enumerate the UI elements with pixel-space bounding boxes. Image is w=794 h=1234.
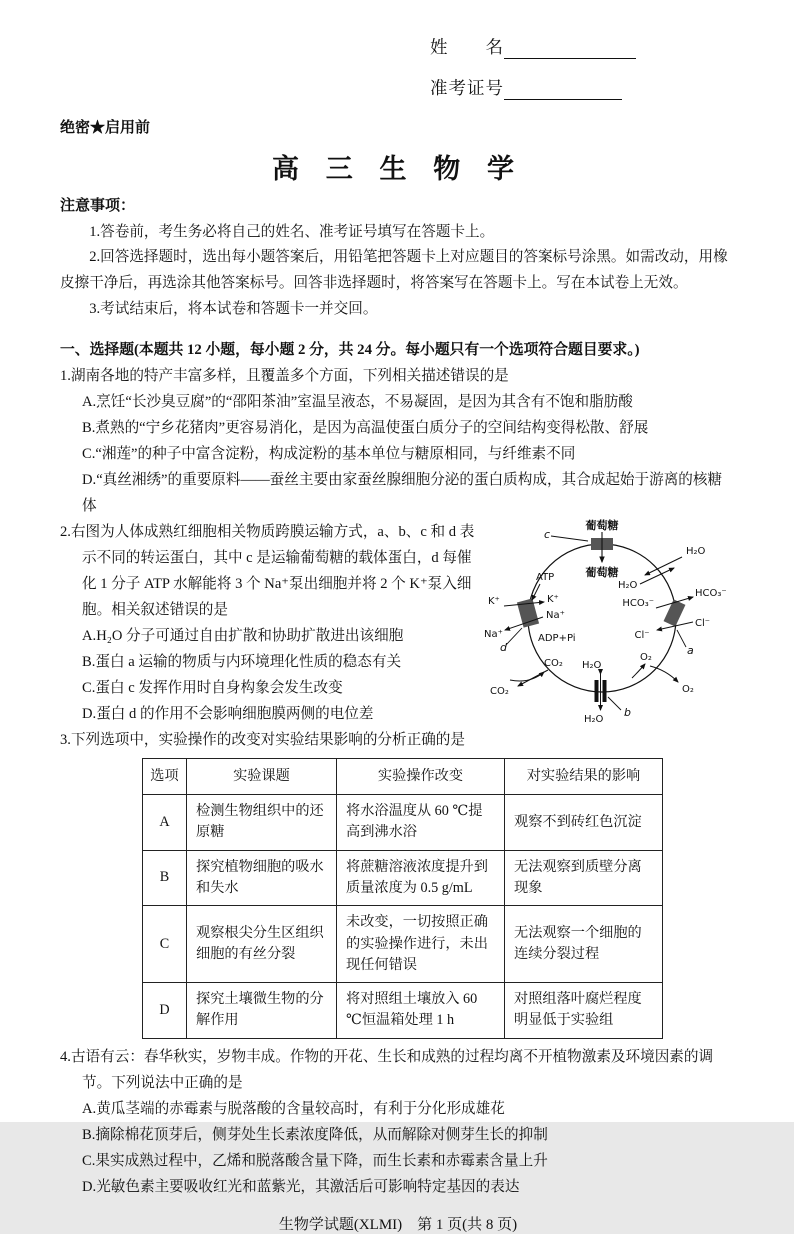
exam-id-row [430,75,730,100]
table-header-topic: 实验课题 [187,758,337,794]
notice-item: 3.考试结束后，将本试卷和答题卡一并交回。 [89,301,378,318]
label-o2-outside: O₂ [682,683,694,695]
exam-id-blank-line [504,80,622,100]
question-1-option-a: A.烹饪“长沙臭豆腐”的“邵阳茶油”室温呈液态，不易凝固，是因为其含有不饱和脂肪酸 [82,393,633,410]
name-row [430,34,730,59]
question-2-option-b: B.蛋白 a 运输的物质与内环境理化性质的稳态有关 [82,653,402,670]
question-4-option-c: C.果实成熟过程中，乙烯和脱落酸含量下降，而生长素和赤霉素含量上升 [82,1152,548,1169]
label-a: a [687,643,694,657]
cell-transport-diagram [482,518,736,726]
table-cell: 未改变，一切按照正确的实验操作进行，未出现任何错误 [337,906,505,983]
table-cell: 探究土壤微生物的分解作用 [187,983,337,1039]
table-cell: 无法观察到质壁分离现象 [505,850,663,906]
o2-in-arrow [632,664,645,678]
label-h2o-outside-top: H₂O [686,545,706,557]
table-cell: 将蔗糖溶液浓度提升到质量浓度为 0.5 g/mL [337,850,505,906]
co2-in-arrow [510,672,544,681]
a-pointer-line [677,630,686,647]
table-row [143,983,663,1039]
question-4-option-d: D.光敏色素主要吸收红光和蓝紫光，其激活后可影响特定基因的表达 [82,1178,520,1195]
question-2-option-c: C.蛋白 c 发挥作用时自身构象会发生改变 [82,679,343,696]
label-hco3-inside: HCO₃⁻ [622,597,654,609]
b-pointer-line [608,697,621,710]
label-k-inside: K⁺ [547,593,559,605]
label-na-inside: Na⁺ [546,609,565,621]
table-cell: 将对照组土壤放入 60 ℃恒温箱处理 1 h [337,983,505,1039]
question-1-option-c: C.“湘莲”的种子中富含淀粉，构成淀粉的基本单位与糖原相同，与纤维素不同 [82,445,576,462]
candidate-info-block [430,34,730,100]
question-4-option-a: A.黄瓜茎端的赤霉素与脱落酸的含量较高时，有利于分化形成雄花 [82,1100,505,1117]
channel-b-bar [595,680,599,702]
label-cl-outside: Cl⁻ [695,617,711,629]
table-row [143,795,663,851]
question-2-option-a: A.H₂O 分子可通过自由扩散和协助扩散进出该细胞 [82,627,404,644]
name-label: 姓 名 [430,37,504,57]
table-header-effect: 对实验结果的影响 [505,758,663,794]
table-cell: 对照组落叶腐烂程度明显低于实验组 [505,983,663,1039]
question-1-option-d: D.“真丝湘绣”的重要原料——蚕丝主要由家蚕丝腺细胞分泌的蛋白质构成，其合成起始于游离的核糖体 [82,471,723,514]
table-cell: C [143,906,187,983]
label-glucose-outside: 葡萄糖 [585,518,619,532]
question-2 [60,520,736,728]
label-h2o-inside-bottom: H₂O [582,659,602,671]
table-cell: 探究植物细胞的吸水和失水 [187,850,337,906]
channel-b-bar [603,680,607,702]
question-4-stem: 4.古语有云：春华秋实，岁物丰成。作物的开花、生长和成熟的过程均离不开植物激素及环境因素的调节。下列说法中正确的是 [60,1048,714,1091]
label-na-outside: Na⁺ [484,628,503,640]
label-o2-inside: O₂ [640,651,652,663]
table-cell: A [143,795,187,851]
notice-heading: 注意事项： [60,198,136,214]
notice-item: 2.回答选择题时，选出每小题答案后，用铅笔把答题卡上对应题目的答案标号涂黑。如需改动，用橡皮擦干净后，再选涂其他答案标号。回答非选择题时，将答案写在答题卡上。写在本试卷上无效。 [60,249,728,292]
h2o-out-arrow [640,568,674,584]
table-cell: 无法观察一个细胞的连续分裂过程 [505,906,663,983]
table-cell: 观察根尖分生区组织细胞的有丝分裂 [187,906,337,983]
table-row [143,850,663,906]
name-blank-line [504,39,636,59]
label-adp-pi: ADP+Pi [538,632,576,644]
label-co2-outside: CO₂ [490,685,509,697]
table-cell: 检测生物组织中的还原糖 [187,795,337,851]
section-heading: 一、选择题(本题共 12 小题，每小题 2 分，共 24 分。每小题只有一个选项符合题目要求。) [60,342,640,359]
question-3 [60,728,736,1039]
question-2-stem: 2.右图为人体成熟红细胞相关物质跨膜运输方式，a、b、c 和 d 表示不同的转运蛋白，其中 c 是运输葡萄糖的载体蛋白，d 每催化 1 分子 ATP 水解能将 3 个 Na⁺泵出细胞并将 2 个 K⁺泵入细胞。相关叙述错误的是 [60,523,475,618]
label-hco3-outside: HCO₃⁻ [695,587,727,599]
table-cell: B [143,850,187,906]
question-4-option-b: B.摘除棉花顶芽后，侧芽处生长素浓度降低，从而解除对侧芽生长的抑制 [82,1126,548,1143]
table-cell: 将水浴温度从 60 ℃提高到沸水浴 [337,795,505,851]
table-row [143,906,663,983]
secrecy-notice: 绝密★启用前 [60,120,151,136]
transporter-a [664,599,686,626]
h2o-in-arrow [645,557,682,575]
page-footer: 生物学试题(XLMI) 第 1 页(共 8 页) [278,1216,518,1233]
label-atp: ATP [536,571,555,583]
notice-item: 1.答卷前，考生务必将自己的姓名、准考证号填写在答题卡上。 [89,223,495,240]
label-k-outside: K⁺ [488,595,500,607]
label-cl-inside: Cl⁻ [634,629,650,641]
question-4 [60,1045,736,1201]
label-glucose-inside: 葡萄糖 [585,565,619,579]
page-title: 高 三 生 物 学 [272,154,524,184]
table-header-change: 实验操作改变 [337,758,505,794]
label-d: d [500,640,507,654]
question-1-option-b: B.煮熟的“宁乡花猪肉”更容易消化，是因为高温使蛋白质分子的空间结构变得松散、舒展 [82,419,649,436]
question-1-stem: 1.湖南各地的特产丰富多样，且覆盖多个方面，下列相关描述错误的是 [60,368,509,384]
table-header-row [143,758,663,794]
c-pointer-line [551,536,588,541]
o2-out-arrow [650,666,678,682]
label-co2-inside: CO₂ [544,657,563,669]
label-b: b [624,705,631,719]
experiment-table [142,758,663,1039]
question-2-option-d: D.蛋白 d 的作用不会影响细胞膜两侧的电位差 [82,705,374,722]
table-header-option: 选项 [143,758,187,794]
question-1 [60,364,736,520]
d-pointer-line [506,628,522,645]
label-h2o-inside-top: H₂O [618,579,638,591]
table-cell: 观察不到砖红色沉淀 [505,795,663,851]
table-cell: D [143,983,187,1039]
label-h2o-outside-bottom: H₂O [584,713,604,725]
exam-id-label: 准考证号 [430,78,504,98]
label-c: c [544,527,551,541]
question-3-stem: 3.下列选项中，实验操作的改变对实验结果影响的分析正确的是 [60,731,465,748]
